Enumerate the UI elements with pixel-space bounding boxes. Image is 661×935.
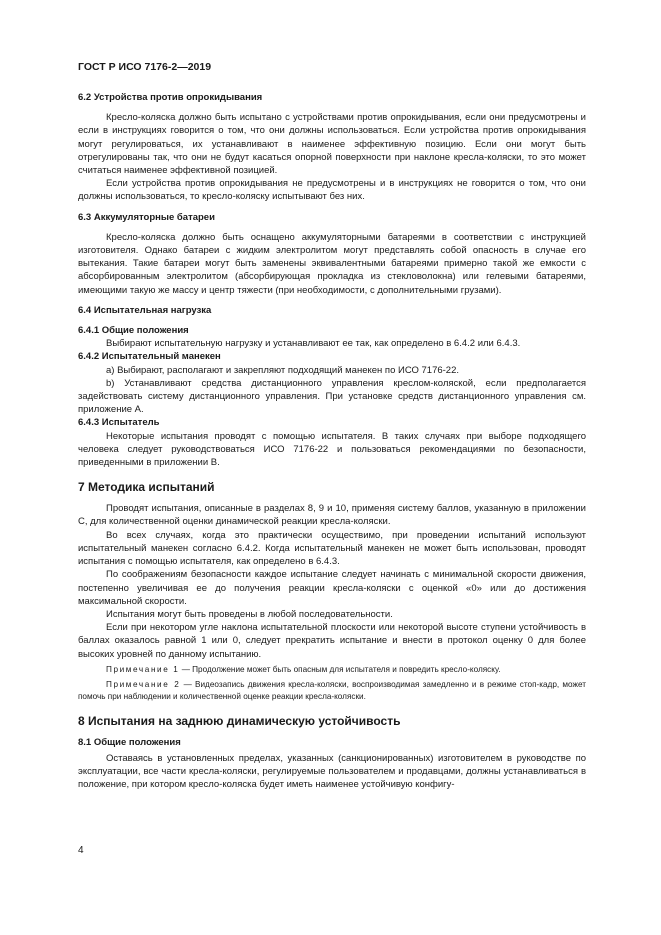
note-1	[78, 664, 586, 676]
section-6-4-1-title: 6.4.1 Общие положения	[78, 325, 189, 337]
document-header: ГОСТ Р ИСО 7176-2—2019	[78, 61, 212, 73]
section-7-paragraph-2: Во всех случаях, когда это практически осуществимо, при проведении испытаний используют испытательный манекен согласно 6.4.2. Когда испытательный манекен не может быть использован, проводят испытания с помощью испытателя, как определено в 6.4.3.	[78, 529, 586, 568]
section-8-1-paragraph-1: Оставаясь в установленных пределах, указанных (санкционированных) изготовителем в руководстве по эксплуатации, все части кресла-коляски, регулируемые пользователем и продавцами, должны устанавливаться в положение, при котором кресло-коляска будет иметь наименее устойчивую конфигу-	[78, 752, 586, 791]
note-2-label: Примечание 2	[106, 679, 181, 689]
note-1-label: Примечание 1	[106, 664, 180, 674]
section-7-title: 7 Методика испытаний	[78, 480, 215, 495]
section-6-2-paragraph-1: Кресло-коляска должно быть испытано с устройствами против опрокидывания, если они предусмотрены и если в инструкциях говорится о том, что они должны использоваться. Если устройства против опрокидывания могут регулироваться, их устанавливают в наименее эффективную позицию. Если они могут быть отрегулированы так, что они не будут касаться опорной поверхности при наклоне кресла-коляски, то это может считаться наименее эффективной позицией.	[78, 112, 586, 177]
section-7-paragraph-1: Проводят испытания, описанные в разделах 8, 9 и 10, применяя систему баллов, указанную в приложении C, для количественной оценки динамической реакции кресла-коляски.	[78, 503, 586, 528]
section-6-3-title: 6.3 Аккумуляторные батареи	[78, 211, 215, 223]
section-6-2-paragraph-2: Если устройства против опрокидывания не предусмотрены и в инструкциях не говорится о том, что они должны использоваться, то кресло-коляску испытывают без них.	[78, 178, 586, 203]
section-6-4-2-title: 6.4.2 Испытательный манекен	[78, 351, 221, 363]
section-6-3-paragraph-1: Кресло-коляска должно быть оснащено аккумуляторными батареями в соответствии с инструкцией изготовителя. Однако батареи с жидким электролитом могут представлять собой опасность в случае его вытекания. Такие батареи могут быть заменены эквивалентными батареями примерно такой же емкости с абсорбированным электролитом (абсорбирующая прокладка из стекловолокна) или гелевыми батареями, имеющими такую же массу и центр тяжести (при необходимости, с дополнительными грузами).	[78, 231, 586, 296]
section-7-paragraph-4: Испытания могут быть проведены в любой последовательности.	[106, 608, 393, 620]
document-body	[78, 91, 586, 792]
note-1-text: — Продолжение может быть опасным для испытателя и повредить кресло-коляску.	[179, 664, 501, 674]
section-6-4-3-title: 6.4.3 Испытатель	[78, 417, 160, 429]
section-8-1-title: 8.1 Общие положения	[78, 736, 181, 748]
section-6-2-title: 6.2 Устройства против опрокидывания	[78, 92, 263, 103]
section-6-4-3-text: Некоторые испытания проводят с помощью испытателя. В таких случаях при выборе подходящего человека следует руководствоваться ИСО 7176-22 и пользоваться рекомендациями по безопасности, приведенными в приложении B.	[78, 430, 586, 469]
section-7-paragraph-3: По соображениям безопасности каждое испытание следует начинать с минимальной скорости движения, постепенно увеличивая ее до получения реакции кресла-коляски с оценкой «0» или до достижения максимальной скорости.	[78, 569, 586, 607]
section-6-4-2-item-b: b) Устанавливают средства дистанционного управления креслом-коляской, если предполагается задействовать систему дистанционного управления. При установке средств дистанционного управления см. приложение A.	[78, 377, 586, 416]
section-7-paragraph-5: Если при некотором угле наклона испытательной плоскости или некоторой высоте ступени устойчивость в баллах оказалось равной 1 или 0, следует прекратить испытание и внести в протокол оценку 0 для более высоких уровней по данному испытанию.	[78, 622, 586, 660]
page-number: 4	[78, 845, 84, 856]
section-6-4-2-item-a: a) Выбирают, располагают и закрепляют подходящий манекен по ИСО 7176-22.	[106, 364, 460, 376]
note-2	[78, 679, 586, 703]
section-8-title: 8 Испытания на заднюю динамическую устойчивость	[78, 713, 401, 728]
note-2-text: — Видеозапись движения кресла-коляски, воспроизводимая замедленно и в режиме стоп-кадр, может помочь при наблюдении и количественной оценке реакции кресла-коляски.	[78, 679, 586, 701]
section-6-4-title: 6.4 Испытательная нагрузка	[78, 304, 212, 316]
section-6-4-1-text: Выбирают испытательную нагрузку и устанавливают ее так, как определено в 6.4.2 или 6.4.3.	[106, 338, 521, 350]
